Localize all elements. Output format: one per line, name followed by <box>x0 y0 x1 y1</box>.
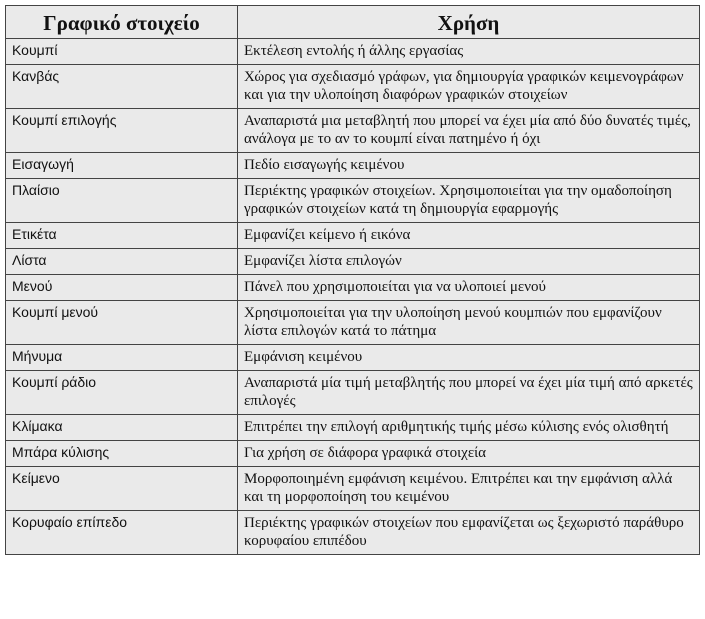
usage-cell: Χώρος για σχεδιασμό γράφων, για δημιουργία γραφικών κειμενογράφων και για την υλοποίηση διαφόρων γραφικών στοιχείων <box>238 65 700 109</box>
usage-cell: Εκτέλεση εντολής ή άλλης εργασίας <box>238 39 700 65</box>
table-header-row <box>6 6 700 39</box>
usage-cell: Πεδίο εισαγωγής κειμένου <box>238 153 700 179</box>
table-row <box>6 65 700 109</box>
widget-usage-table <box>5 5 700 555</box>
table-row <box>6 345 700 371</box>
usage-cell: Πάνελ που χρησιμοποιείται για να υλοποιεί μενού <box>238 275 700 301</box>
usage-cell: Για χρήση σε διάφορα γραφικά στοιχεία <box>238 441 700 467</box>
table-row <box>6 511 700 555</box>
element-cell: Κορυφαίο επίπεδο <box>6 511 238 555</box>
usage-cell: Εμφάνιση κειμένου <box>238 345 700 371</box>
element-cell: Πλαίσιο <box>6 179 238 223</box>
usage-cell: Αναπαριστά μια μεταβλητή που μπορεί να έχει μία από δύο δυνατές τιμές, ανάλογα με το αν το κουμπί είναι πατημένο ή όχι <box>238 109 700 153</box>
usage-cell: Χρησιμοποιείται για την υλοποίηση μενού κουμπιών που εμφανίζουν λίστα επιλογών κατά το πάτημα <box>238 301 700 345</box>
table-row <box>6 109 700 153</box>
element-cell: Κουμπί μενού <box>6 301 238 345</box>
table-row <box>6 415 700 441</box>
table-row <box>6 371 700 415</box>
usage-cell: Εμφανίζει κείμενο ή εικόνα <box>238 223 700 249</box>
element-cell: Εισαγωγή <box>6 153 238 179</box>
usage-cell: Εμφανίζει λίστα επιλογών <box>238 249 700 275</box>
element-cell: Μήνυμα <box>6 345 238 371</box>
table-row <box>6 467 700 511</box>
header-element: Γραφικό στοιχείο <box>6 6 238 39</box>
element-cell: Λίστα <box>6 249 238 275</box>
element-cell: Κουμπί ράδιο <box>6 371 238 415</box>
table-row <box>6 153 700 179</box>
usage-cell: Επιτρέπει την επιλογή αριθμητικής τιμής μέσω κύλισης ενός ολισθητή <box>238 415 700 441</box>
table-row <box>6 179 700 223</box>
usage-cell: Περιέκτης γραφικών στοιχείων που εμφανίζεται ως ξεχωριστό παράθυρο κορυφαίου επιπέδου <box>238 511 700 555</box>
usage-cell: Αναπαριστά μία τιμή μεταβλητής που μπορεί να έχει μία τιμή από αρκετές επιλογές <box>238 371 700 415</box>
table-row <box>6 275 700 301</box>
table-row <box>6 441 700 467</box>
element-cell: Κουμπί <box>6 39 238 65</box>
element-cell: Ετικέτα <box>6 223 238 249</box>
header-usage: Χρήση <box>238 6 700 39</box>
element-cell: Κουμπί επιλογής <box>6 109 238 153</box>
element-cell: Μπάρα κύλισης <box>6 441 238 467</box>
element-cell: Κείμενο <box>6 467 238 511</box>
usage-cell: Περιέκτης γραφικών στοιχείων. Χρησιμοποιείται για την ομαδοποίηση γραφικών στοιχείων κατά τη δημιουργία εφαρμογής <box>238 179 700 223</box>
table-row <box>6 301 700 345</box>
widget-table-container <box>5 5 699 555</box>
table-row <box>6 39 700 65</box>
table-row <box>6 223 700 249</box>
table-row <box>6 249 700 275</box>
element-cell: Μενού <box>6 275 238 301</box>
element-cell: Κλίμακα <box>6 415 238 441</box>
usage-cell: Μορφοποιημένη εμφάνιση κειμένου. Επιτρέπει και την εμφάνιση αλλά και τη μορφοποίηση του κειμένου <box>238 467 700 511</box>
element-cell: Κανβάς <box>6 65 238 109</box>
